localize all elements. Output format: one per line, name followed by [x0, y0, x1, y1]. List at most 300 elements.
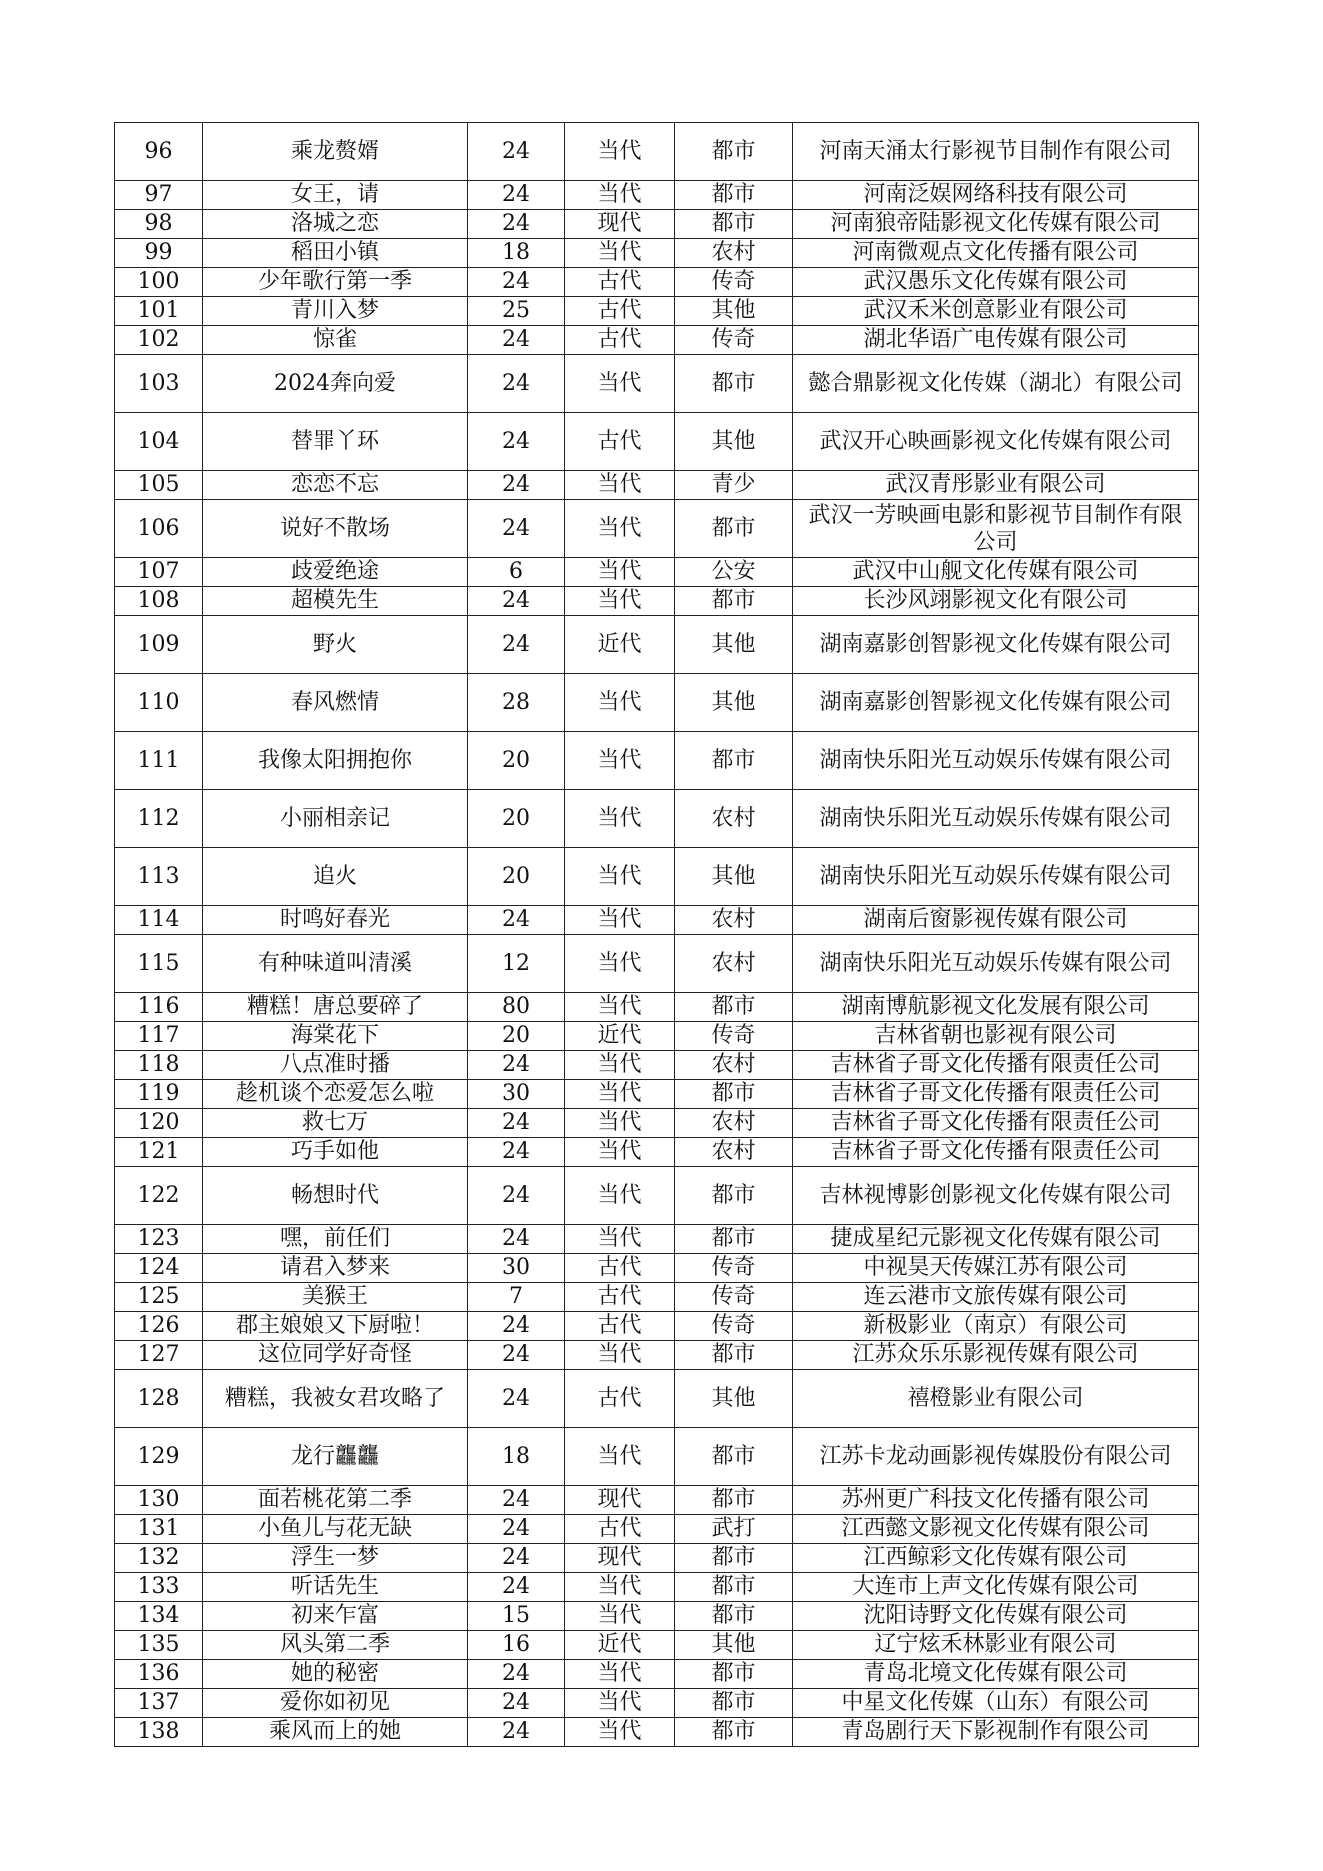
serial-number-cell: 129 — [115, 1428, 203, 1486]
title-cell: 浮生一梦 — [203, 1544, 468, 1573]
table-row — [115, 1312, 1199, 1341]
table-row — [115, 1631, 1199, 1660]
title-cell: 恋恋不忘 — [203, 471, 468, 500]
episodes-cell: 25 — [468, 297, 565, 326]
genre-cell: 都市 — [675, 1486, 793, 1515]
genre-cell: 农村 — [675, 1109, 793, 1138]
episodes-cell: 24 — [468, 1341, 565, 1370]
episodes-cell: 24 — [468, 1718, 565, 1747]
table-row — [115, 1428, 1199, 1486]
genre-cell: 传奇 — [675, 1283, 793, 1312]
company-cell: 青岛北境文化传媒有限公司 — [793, 1660, 1199, 1689]
table-row — [115, 1167, 1199, 1225]
company-cell: 湖南快乐阳光互动娱乐传媒有限公司 — [793, 790, 1199, 848]
serial-number-cell: 117 — [115, 1022, 203, 1051]
era-cell: 当代 — [565, 500, 675, 558]
table-row — [115, 471, 1199, 500]
title-cell: 追火 — [203, 848, 468, 906]
serial-number-cell: 118 — [115, 1051, 203, 1080]
table-row — [115, 1660, 1199, 1689]
table-row — [115, 1225, 1199, 1254]
company-cell: 武汉中山舰文化传媒有限公司 — [793, 558, 1199, 587]
era-cell: 当代 — [565, 1138, 675, 1167]
episodes-cell: 24 — [468, 1138, 565, 1167]
genre-cell: 都市 — [675, 1573, 793, 1602]
era-cell: 当代 — [565, 1341, 675, 1370]
era-cell: 古代 — [565, 326, 675, 355]
episodes-cell: 12 — [468, 935, 565, 993]
serial-number-cell: 100 — [115, 268, 203, 297]
table-body — [115, 123, 1199, 1747]
company-cell: 中视昊天传媒江苏有限公司 — [793, 1254, 1199, 1283]
company-cell: 武汉一芳映画电影和影视节目制作有限公司 — [793, 500, 1199, 558]
episodes-cell: 15 — [468, 1602, 565, 1631]
genre-cell: 都市 — [675, 993, 793, 1022]
company-cell: 长沙风翊影视文化有限公司 — [793, 587, 1199, 616]
table-row — [115, 181, 1199, 210]
company-cell: 吉林省朝也影视有限公司 — [793, 1022, 1199, 1051]
company-cell: 湖南博航影视文化发展有限公司 — [793, 993, 1199, 1022]
era-cell: 当代 — [565, 1689, 675, 1718]
serial-number-cell: 134 — [115, 1602, 203, 1631]
genre-cell: 农村 — [675, 1051, 793, 1080]
company-cell: 湖南后窗影视传媒有限公司 — [793, 906, 1199, 935]
era-cell: 当代 — [565, 790, 675, 848]
genre-cell: 都市 — [675, 181, 793, 210]
serial-number-cell: 99 — [115, 239, 203, 268]
episodes-cell: 28 — [468, 674, 565, 732]
serial-number-cell: 125 — [115, 1283, 203, 1312]
episodes-cell: 20 — [468, 790, 565, 848]
episodes-cell: 30 — [468, 1080, 565, 1109]
company-cell: 武汉青彤影业有限公司 — [793, 471, 1199, 500]
title-cell: 八点准时播 — [203, 1051, 468, 1080]
genre-cell: 都市 — [675, 1167, 793, 1225]
genre-cell: 都市 — [675, 1225, 793, 1254]
title-cell: 说好不散场 — [203, 500, 468, 558]
genre-cell: 传奇 — [675, 268, 793, 297]
title-cell: 初来乍富 — [203, 1602, 468, 1631]
serial-number-cell: 98 — [115, 210, 203, 239]
table-row — [115, 732, 1199, 790]
genre-cell: 农村 — [675, 906, 793, 935]
genre-cell: 都市 — [675, 500, 793, 558]
serial-number-cell: 114 — [115, 906, 203, 935]
table-row — [115, 616, 1199, 674]
serial-number-cell: 138 — [115, 1718, 203, 1747]
title-cell: 风头第二季 — [203, 1631, 468, 1660]
serial-number-cell: 122 — [115, 1167, 203, 1225]
serial-number-cell: 105 — [115, 471, 203, 500]
serial-number-cell: 102 — [115, 326, 203, 355]
genre-cell: 传奇 — [675, 1312, 793, 1341]
era-cell: 当代 — [565, 935, 675, 993]
episodes-cell: 20 — [468, 1022, 565, 1051]
episodes-cell: 6 — [468, 558, 565, 587]
era-cell: 当代 — [565, 906, 675, 935]
serial-number-cell: 116 — [115, 993, 203, 1022]
genre-cell: 都市 — [675, 355, 793, 413]
era-cell: 古代 — [565, 297, 675, 326]
title-cell: 少年歌行第一季 — [203, 268, 468, 297]
episodes-cell: 24 — [468, 1370, 565, 1428]
genre-cell: 其他 — [675, 674, 793, 732]
serial-number-cell: 133 — [115, 1573, 203, 1602]
era-cell: 当代 — [565, 1428, 675, 1486]
serial-number-cell: 103 — [115, 355, 203, 413]
table-row — [115, 906, 1199, 935]
serial-number-cell: 96 — [115, 123, 203, 181]
episodes-cell: 24 — [468, 1689, 565, 1718]
company-cell: 吉林视博影创影视文化传媒有限公司 — [793, 1167, 1199, 1225]
genre-cell: 其他 — [675, 1370, 793, 1428]
title-cell: 小丽相亲记 — [203, 790, 468, 848]
genre-cell: 青少 — [675, 471, 793, 500]
era-cell: 当代 — [565, 123, 675, 181]
company-cell: 懿合鼎影视文化传媒（湖北）有限公司 — [793, 355, 1199, 413]
episodes-cell: 24 — [468, 1051, 565, 1080]
serial-number-cell: 128 — [115, 1370, 203, 1428]
serial-number-cell: 136 — [115, 1660, 203, 1689]
company-cell: 吉林省子哥文化传播有限责任公司 — [793, 1109, 1199, 1138]
title-cell: 嘿，前任们 — [203, 1225, 468, 1254]
genre-cell: 其他 — [675, 616, 793, 674]
genre-cell: 都市 — [675, 587, 793, 616]
genre-cell: 传奇 — [675, 326, 793, 355]
episodes-cell: 24 — [468, 355, 565, 413]
table-row — [115, 1341, 1199, 1370]
table-row — [115, 1689, 1199, 1718]
era-cell: 古代 — [565, 1370, 675, 1428]
company-cell: 湖南快乐阳光互动娱乐传媒有限公司 — [793, 935, 1199, 993]
era-cell: 现代 — [565, 1486, 675, 1515]
episodes-cell: 24 — [468, 413, 565, 471]
company-cell: 湖北华语广电传媒有限公司 — [793, 326, 1199, 355]
company-cell: 湖南嘉影创智影视文化传媒有限公司 — [793, 674, 1199, 732]
table-row — [115, 1573, 1199, 1602]
serial-number-cell: 124 — [115, 1254, 203, 1283]
serial-number-cell: 123 — [115, 1225, 203, 1254]
serial-number-cell: 115 — [115, 935, 203, 993]
company-cell: 江西懿文影视文化传媒有限公司 — [793, 1515, 1199, 1544]
genre-cell: 都市 — [675, 1080, 793, 1109]
company-cell: 江苏众乐乐影视传媒有限公司 — [793, 1341, 1199, 1370]
company-cell: 江西鲸彩文化传媒有限公司 — [793, 1544, 1199, 1573]
era-cell: 古代 — [565, 268, 675, 297]
era-cell: 古代 — [565, 1312, 675, 1341]
table-row — [115, 935, 1199, 993]
episodes-cell: 24 — [468, 326, 565, 355]
episodes-cell: 24 — [468, 1167, 565, 1225]
genre-cell: 都市 — [675, 1341, 793, 1370]
episodes-cell: 24 — [468, 906, 565, 935]
episodes-cell: 24 — [468, 123, 565, 181]
company-cell: 江苏卡龙动画影视传媒股份有限公司 — [793, 1428, 1199, 1486]
title-cell: 郡主娘娘又下厨啦！ — [203, 1312, 468, 1341]
serial-number-cell: 107 — [115, 558, 203, 587]
era-cell: 现代 — [565, 1544, 675, 1573]
table-row — [115, 210, 1199, 239]
era-cell: 当代 — [565, 732, 675, 790]
serial-number-cell: 110 — [115, 674, 203, 732]
episodes-cell: 24 — [468, 210, 565, 239]
table-row — [115, 674, 1199, 732]
title-cell: 稻田小镇 — [203, 239, 468, 268]
company-cell: 湖南快乐阳光互动娱乐传媒有限公司 — [793, 848, 1199, 906]
table-row — [115, 326, 1199, 355]
title-cell: 青川入梦 — [203, 297, 468, 326]
episodes-cell: 7 — [468, 1283, 565, 1312]
episodes-cell: 80 — [468, 993, 565, 1022]
episodes-cell: 24 — [468, 181, 565, 210]
company-cell: 河南天涌太行影视节目制作有限公司 — [793, 123, 1199, 181]
episodes-cell: 24 — [468, 616, 565, 674]
era-cell: 当代 — [565, 239, 675, 268]
table-row — [115, 268, 1199, 297]
company-cell: 武汉愚乐文化传媒有限公司 — [793, 268, 1199, 297]
table-row — [115, 1544, 1199, 1573]
table-row — [115, 1515, 1199, 1544]
genre-cell: 都市 — [675, 210, 793, 239]
era-cell: 当代 — [565, 674, 675, 732]
title-cell: 2024奔向爱 — [203, 355, 468, 413]
era-cell: 古代 — [565, 1254, 675, 1283]
table-row — [115, 500, 1199, 558]
company-cell: 青岛剧行天下影视制作有限公司 — [793, 1718, 1199, 1747]
episodes-cell: 24 — [468, 1486, 565, 1515]
genre-cell: 农村 — [675, 935, 793, 993]
genre-cell: 公安 — [675, 558, 793, 587]
company-cell: 捷成星纪元影视文化传媒有限公司 — [793, 1225, 1199, 1254]
era-cell: 当代 — [565, 1225, 675, 1254]
serial-number-cell: 126 — [115, 1312, 203, 1341]
era-cell: 当代 — [565, 181, 675, 210]
title-cell: 时鸣好春光 — [203, 906, 468, 935]
serial-number-cell: 130 — [115, 1486, 203, 1515]
title-cell: 洛城之恋 — [203, 210, 468, 239]
era-cell: 当代 — [565, 1167, 675, 1225]
serial-number-cell: 121 — [115, 1138, 203, 1167]
episodes-cell: 20 — [468, 732, 565, 790]
episodes-cell: 24 — [468, 1573, 565, 1602]
episodes-cell: 24 — [468, 1225, 565, 1254]
episodes-cell: 18 — [468, 239, 565, 268]
company-cell: 湖南嘉影创智影视文化传媒有限公司 — [793, 616, 1199, 674]
table-row — [115, 790, 1199, 848]
era-cell: 当代 — [565, 1573, 675, 1602]
company-cell: 苏州更广科技文化传播有限公司 — [793, 1486, 1199, 1515]
company-cell: 武汉开心映画影视文化传媒有限公司 — [793, 413, 1199, 471]
title-cell: 龙行龘龘 — [203, 1428, 468, 1486]
genre-cell: 都市 — [675, 1602, 793, 1631]
serial-number-cell: 97 — [115, 181, 203, 210]
genre-cell: 武打 — [675, 1515, 793, 1544]
registration-table — [114, 122, 1199, 1747]
company-cell: 新极影业（南京）有限公司 — [793, 1312, 1199, 1341]
genre-cell: 都市 — [675, 1689, 793, 1718]
genre-cell: 农村 — [675, 1138, 793, 1167]
era-cell: 当代 — [565, 1109, 675, 1138]
serial-number-cell: 131 — [115, 1515, 203, 1544]
era-cell: 当代 — [565, 1080, 675, 1109]
company-cell: 中星文化传媒（山东）有限公司 — [793, 1689, 1199, 1718]
era-cell: 古代 — [565, 1283, 675, 1312]
table-row — [115, 1602, 1199, 1631]
serial-number-cell: 109 — [115, 616, 203, 674]
company-cell: 河南泛娱网络科技有限公司 — [793, 181, 1199, 210]
serial-number-cell: 119 — [115, 1080, 203, 1109]
serial-number-cell: 127 — [115, 1341, 203, 1370]
episodes-cell: 24 — [468, 1544, 565, 1573]
era-cell: 当代 — [565, 993, 675, 1022]
genre-cell: 都市 — [675, 732, 793, 790]
era-cell: 当代 — [565, 1051, 675, 1080]
company-cell: 河南微观点文化传播有限公司 — [793, 239, 1199, 268]
episodes-cell: 18 — [468, 1428, 565, 1486]
company-cell: 湖南快乐阳光互动娱乐传媒有限公司 — [793, 732, 1199, 790]
genre-cell: 都市 — [675, 1428, 793, 1486]
serial-number-cell: 108 — [115, 587, 203, 616]
genre-cell: 其他 — [675, 297, 793, 326]
serial-number-cell: 112 — [115, 790, 203, 848]
title-cell: 爱你如初见 — [203, 1689, 468, 1718]
title-cell: 惊雀 — [203, 326, 468, 355]
title-cell: 海棠花下 — [203, 1022, 468, 1051]
episodes-cell: 24 — [468, 471, 565, 500]
serial-number-cell: 120 — [115, 1109, 203, 1138]
serial-number-cell: 113 — [115, 848, 203, 906]
table-row — [115, 1370, 1199, 1428]
table-row — [115, 558, 1199, 587]
episodes-cell: 16 — [468, 1631, 565, 1660]
genre-cell: 其他 — [675, 1631, 793, 1660]
genre-cell: 农村 — [675, 790, 793, 848]
episodes-cell: 24 — [468, 1660, 565, 1689]
company-cell: 吉林省子哥文化传播有限责任公司 — [793, 1051, 1199, 1080]
table-row — [115, 355, 1199, 413]
title-cell: 巧手如他 — [203, 1138, 468, 1167]
company-cell: 沈阳诗野文化传媒有限公司 — [793, 1602, 1199, 1631]
era-cell: 古代 — [565, 413, 675, 471]
title-cell: 糟糕！唐总要碎了 — [203, 993, 468, 1022]
era-cell: 近代 — [565, 1631, 675, 1660]
title-cell: 救七万 — [203, 1109, 468, 1138]
table-row — [115, 1283, 1199, 1312]
serial-number-cell: 101 — [115, 297, 203, 326]
era-cell: 当代 — [565, 587, 675, 616]
title-cell: 超模先生 — [203, 587, 468, 616]
episodes-cell: 24 — [468, 1515, 565, 1544]
episodes-cell: 24 — [468, 587, 565, 616]
table-row — [115, 1109, 1199, 1138]
company-cell: 吉林省子哥文化传播有限责任公司 — [793, 1080, 1199, 1109]
table-row — [115, 123, 1199, 181]
genre-cell: 其他 — [675, 848, 793, 906]
title-cell: 野火 — [203, 616, 468, 674]
genre-cell: 传奇 — [675, 1254, 793, 1283]
genre-cell: 都市 — [675, 123, 793, 181]
title-cell: 这位同学好奇怪 — [203, 1341, 468, 1370]
genre-cell: 都市 — [675, 1718, 793, 1747]
era-cell: 古代 — [565, 1515, 675, 1544]
genre-cell: 传奇 — [675, 1022, 793, 1051]
table-row — [115, 1254, 1199, 1283]
title-cell: 小鱼儿与花无缺 — [203, 1515, 468, 1544]
table-row — [115, 297, 1199, 326]
title-cell: 乘风而上的她 — [203, 1718, 468, 1747]
table-row — [115, 1080, 1199, 1109]
table-row — [115, 1051, 1199, 1080]
genre-cell: 农村 — [675, 239, 793, 268]
title-cell: 歧爱绝途 — [203, 558, 468, 587]
table-row — [115, 1022, 1199, 1051]
episodes-cell: 24 — [468, 1312, 565, 1341]
table-row — [115, 239, 1199, 268]
title-cell: 女王，请 — [203, 181, 468, 210]
title-cell: 乘龙赘婿 — [203, 123, 468, 181]
company-cell: 连云港市文旅传媒有限公司 — [793, 1283, 1199, 1312]
title-cell: 面若桃花第二季 — [203, 1486, 468, 1515]
era-cell: 当代 — [565, 355, 675, 413]
episodes-cell: 24 — [468, 1109, 565, 1138]
company-cell: 大连市上声文化传媒有限公司 — [793, 1573, 1199, 1602]
title-cell: 春风燃情 — [203, 674, 468, 732]
table-row — [115, 413, 1199, 471]
title-cell: 我像太阳拥抱你 — [203, 732, 468, 790]
serial-number-cell: 137 — [115, 1689, 203, 1718]
company-cell: 吉林省子哥文化传播有限责任公司 — [793, 1138, 1199, 1167]
genre-cell: 都市 — [675, 1660, 793, 1689]
serial-number-cell: 132 — [115, 1544, 203, 1573]
company-cell: 禧橙影业有限公司 — [793, 1370, 1199, 1428]
company-cell: 河南狼帝陆影视文化传媒有限公司 — [793, 210, 1199, 239]
title-cell: 听话先生 — [203, 1573, 468, 1602]
era-cell: 当代 — [565, 1660, 675, 1689]
table-row — [115, 1718, 1199, 1747]
era-cell: 当代 — [565, 471, 675, 500]
title-cell: 糟糕，我被女君攻略了 — [203, 1370, 468, 1428]
title-cell: 有种味道叫清溪 — [203, 935, 468, 993]
episodes-cell: 30 — [468, 1254, 565, 1283]
era-cell: 现代 — [565, 210, 675, 239]
serial-number-cell: 135 — [115, 1631, 203, 1660]
genre-cell: 其他 — [675, 413, 793, 471]
era-cell: 当代 — [565, 1602, 675, 1631]
episodes-cell: 24 — [468, 500, 565, 558]
genre-cell: 都市 — [675, 1544, 793, 1573]
table-row — [115, 848, 1199, 906]
episodes-cell: 20 — [468, 848, 565, 906]
table-row — [115, 1486, 1199, 1515]
table-row — [115, 587, 1199, 616]
serial-number-cell: 106 — [115, 500, 203, 558]
title-cell: 替罪丫环 — [203, 413, 468, 471]
serial-number-cell: 111 — [115, 732, 203, 790]
era-cell: 当代 — [565, 848, 675, 906]
title-cell: 美猴王 — [203, 1283, 468, 1312]
era-cell: 近代 — [565, 616, 675, 674]
era-cell: 当代 — [565, 1718, 675, 1747]
title-cell: 畅想时代 — [203, 1167, 468, 1225]
title-cell: 她的秘密 — [203, 1660, 468, 1689]
title-cell: 请君入梦来 — [203, 1254, 468, 1283]
title-cell: 趁机谈个恋爱怎么啦 — [203, 1080, 468, 1109]
company-cell: 辽宁炫禾林影业有限公司 — [793, 1631, 1199, 1660]
era-cell: 近代 — [565, 1022, 675, 1051]
era-cell: 当代 — [565, 558, 675, 587]
company-cell: 武汉禾米创意影业有限公司 — [793, 297, 1199, 326]
table-row — [115, 1138, 1199, 1167]
